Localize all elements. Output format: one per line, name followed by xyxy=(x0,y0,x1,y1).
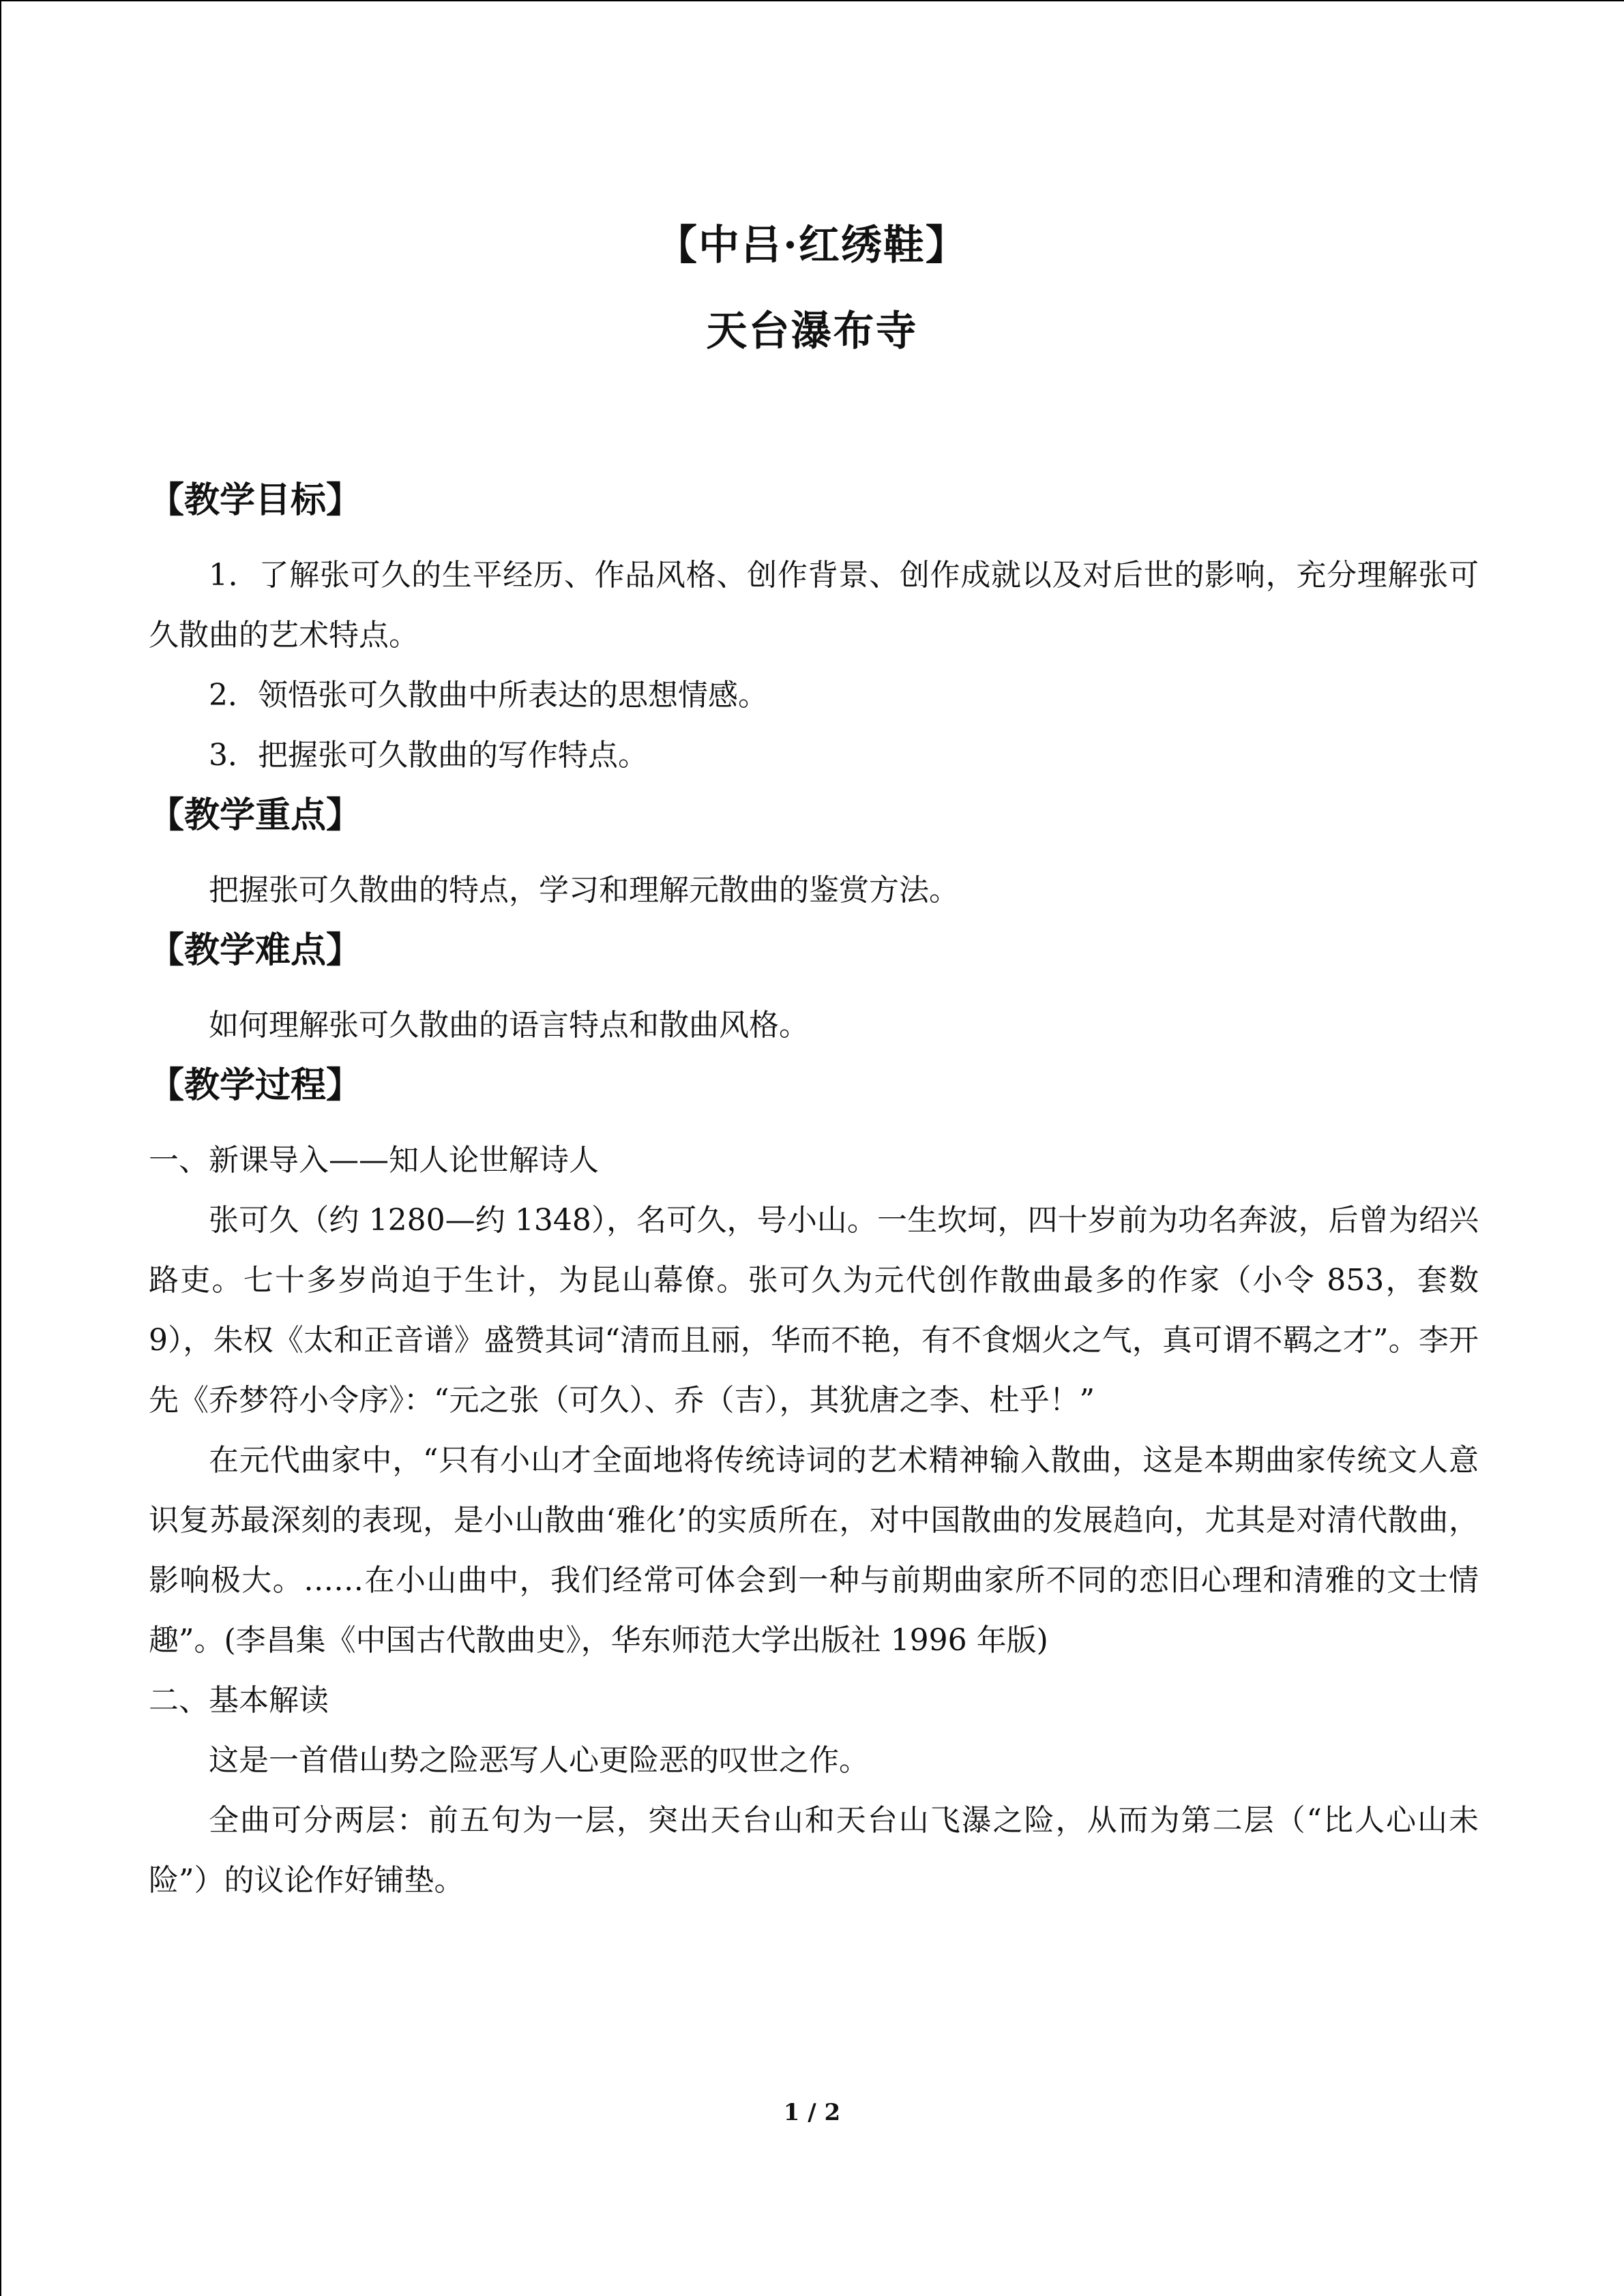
goal-item: 2．领悟张可久散曲中所表达的思想情感。 xyxy=(209,678,768,713)
goal-item: 3．把握张可久散曲的写作特点。 xyxy=(209,738,648,773)
process-part2-title: 二、基本解读 xyxy=(149,1683,329,1718)
page-title: 【中吕·红绣鞋】 xyxy=(656,222,968,269)
section-heading-key-points: 【教学重点】 xyxy=(149,794,362,836)
page-number: 1 / 2 xyxy=(783,2099,841,2126)
process-part2-paragraph: 全曲可分两层：前五句为一层，突出天台山和天台山飞瀑之险，从而为第二层（“比人心山未险”）的议论作好铺垫。 xyxy=(149,1803,1479,1898)
section-heading-process: 【教学过程】 xyxy=(149,1064,362,1106)
process-part1-paragraph: 张可久（约 1280—约 1348），名可久，号小山。一生坎坷，四十岁前为功名奔波，后曾为绍兴路吏。七十多岁尚迫于生计，为昆山幕僚。张可久为元代创作散曲最多的作家（小令 853，套数 9），朱权《太和正音谱》盛赞其词“清而且丽，华而不艳，有不食烟火之气，真可谓不羁之才”。李开先《乔梦符小令序》：“元之张（可久）、乔（吉），其犹唐之李、杜乎！” xyxy=(149,1203,1479,1418)
process-part2-paragraph: 这是一首借山势之险恶写人心更险恶的叹世之作。 xyxy=(209,1743,869,1778)
document-body xyxy=(149,471,1479,1911)
section-heading-difficulties: 【教学难点】 xyxy=(149,929,362,971)
key-points-text: 把握张可久散曲的特点，学习和理解元散曲的鉴赏方法。 xyxy=(209,873,959,908)
process-part1-paragraph: 在元代曲家中，“只有小山才全面地将传统诗词的艺术精神输入散曲，这是本期曲家传统文人意识复苏最深刻的表现，是小山散曲‘雅化’的实质所在，对中国散曲的发展趋向，尤其是对清代散曲，影响极大。……在小山曲中，我们经常可体会到一种与前期曲家所不同的恋旧心理和清雅的文士情趣”。(李昌集《中国古代散曲史》，华东师范大学出版社 1996 年版) xyxy=(149,1443,1479,1658)
difficulties-text: 如何理解张可久散曲的语言特点和散曲风格。 xyxy=(209,1008,809,1043)
section-heading-goals: 【教学目标】 xyxy=(149,479,362,521)
page-subtitle: 天台瀑布寺 xyxy=(706,308,918,355)
process-part1-title: 一、新课导入——知人论世解诗人 xyxy=(149,1143,599,1178)
goal-item: 1．了解张可久的生平经历、作品风格、创作背景、创作成就以及对后世的影响，充分理解张可久散曲的艺术特点。 xyxy=(149,558,1479,653)
